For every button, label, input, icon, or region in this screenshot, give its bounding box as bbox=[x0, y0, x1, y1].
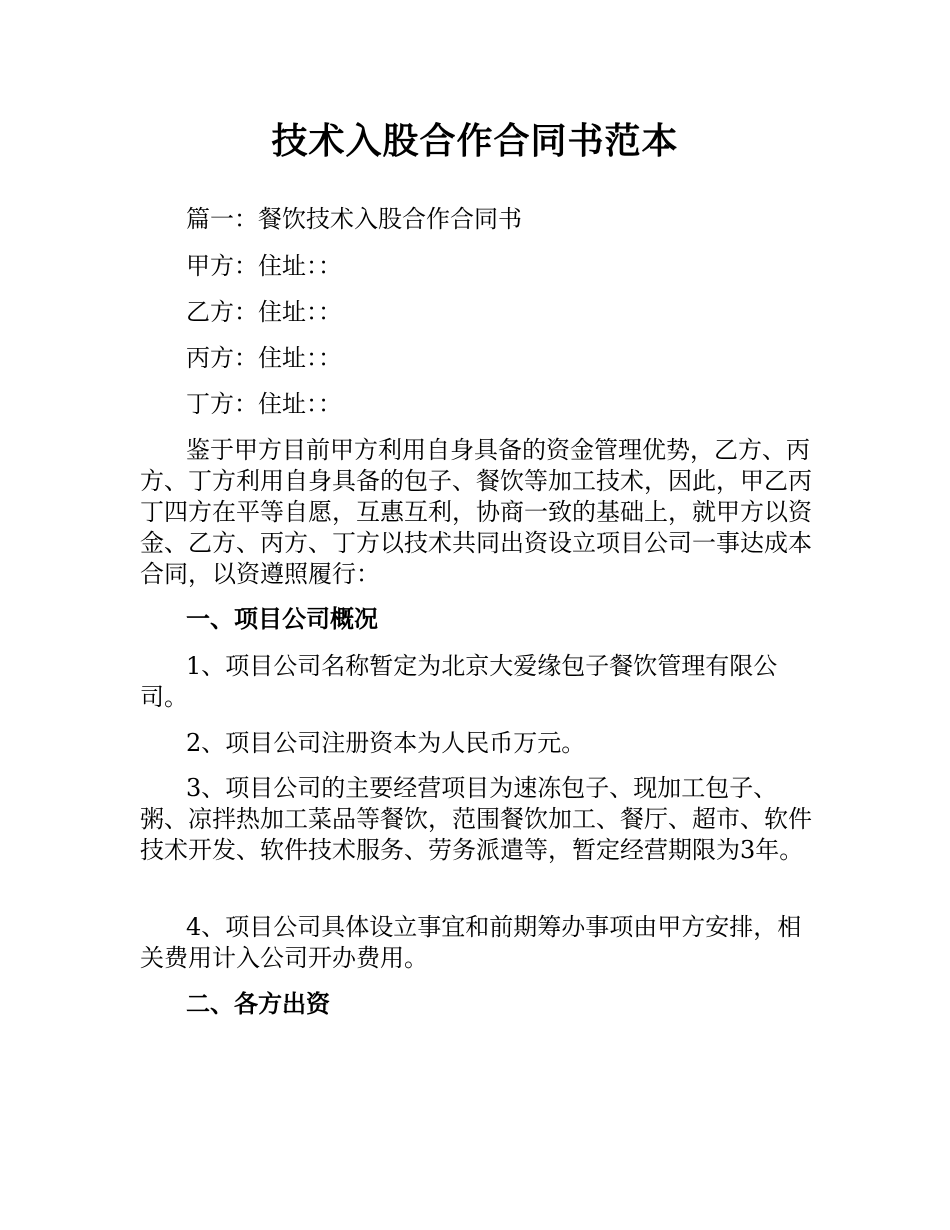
section-heading-2: 二、各方出资 bbox=[186, 990, 330, 1018]
clause-1-2: 2、项目公司注册资本为人民币万元。 bbox=[186, 729, 586, 757]
section-heading-1: 一、项目公司概况 bbox=[186, 605, 378, 633]
clause-1-4: 4、项目公司具体设立事宜和前期筹办事项由甲方安排，相关费用计入公司开办费用。 bbox=[140, 913, 802, 972]
party-a-line: 甲方：住址：： bbox=[186, 252, 342, 280]
party-c-line: 丙方：住址：： bbox=[186, 344, 342, 372]
preamble-paragraph: 鉴于甲方目前甲方利用自身具备的资金管理优势，乙方、丙方、丁方利用自身具备的包子、餐饮等加工技术，因此，甲乙丙丁四方在平等自愿，互惠互利，协商一致的基础上，就甲方以资金、乙方、丙方、丁方以技术共同出资设立项目公司一事达成本合同，以资遵照履行： bbox=[140, 436, 812, 588]
section-subtitle: 篇一：餐饮技术入股合作合同书 bbox=[186, 205, 522, 233]
document-title: 技术入股合作合同书范本 bbox=[271, 121, 679, 162]
clause-1-1: 1、项目公司名称暂定为北京大爱缘包子餐饮管理有限公司。 bbox=[140, 652, 778, 711]
party-d-line: 丁方：住址：： bbox=[186, 390, 342, 418]
party-b-line: 乙方：住址：： bbox=[186, 298, 342, 326]
clause-1-3: 3、项目公司的主要经营项目为速冻包子、现加工包子、粥、凉拌热加工菜品等餐饮，范围餐饮加工、餐厅、超市、软件技术开发、软件技术服务、劳务派遣等，暂定经营期限为3年。 bbox=[140, 774, 812, 864]
